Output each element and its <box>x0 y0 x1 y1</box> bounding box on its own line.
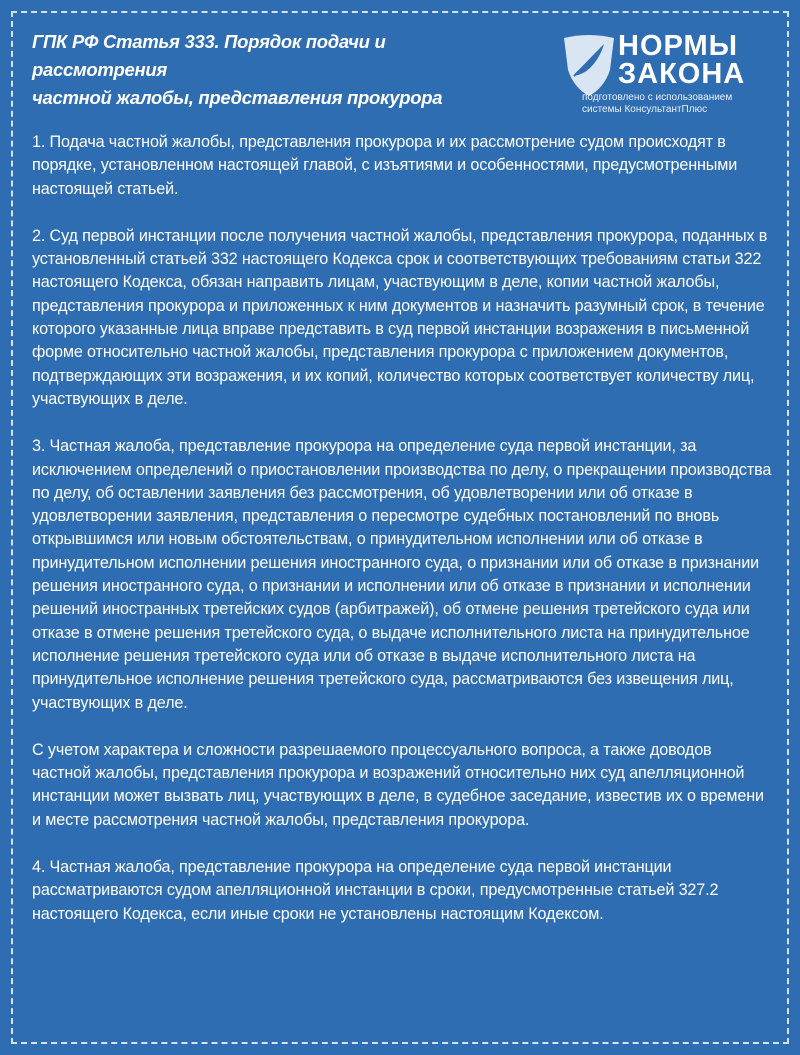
logo-subtitle-2: системы КонсультантПлюс <box>582 104 708 115</box>
logo-word-2: ЗАКОНА <box>618 58 746 90</box>
logo-subtitle-1: подготовлено с использованием <box>582 92 733 103</box>
paragraph-2: 2. Суд первой инстанции после получения частной жалобы, представления прокурора, поданных в установленный статьей 332 настоящего Кодекса срок и соответствующих требованиям статьи 322 настоящего Кодекса, обязан направить лицам, участвующим в деле, копии частной жалобы, представления прокурора и приложенных к ним документов и назначить разумный срок, в течение которого указанные лица вправе представить в суд первой инстанции возражения в письменной форме относительно частной жалобы, представления прокурора с приложением документов, подтверждающих эти возражения, и их копий, количество которых соответствует количеству лиц, участвующих в деле. <box>32 226 768 408</box>
document-header <box>32 28 522 112</box>
paragraph-3: 3. Частная жалоба, представление прокурора на определение суда первой инстанции, за исключением определений о приостановлении производства по делу, о прекращении производства по делу, об оставлении заявления без рассмотрения, об удовлетворении или об отказе в удовлетворении заявления, представления о пересмотре судебных постановлений по вновь открывшимся или новым обстоятельствам, о принудительном исполнении или об отказе в принудительном исполнении решения иностранного суда, о признании или об отказе в признании решения иностранного суда, о признании и исполнении или об отказе в признании и исполнении решений иностранных третейских судов (арбитражей), об отмене решения третейского суда или отказе в отмене решения третейского суда, о выдаче исполнительного листа на принудительное исполнение решения третейского суда или об отказе в выдаче исполнительного листа на принудительное исполнение решения третейского суда, рассматриваются без извещения лиц, участвующих в деле. <box>32 437 772 712</box>
logo-word-1: НОРМЫ <box>618 30 739 62</box>
document-title <box>32 28 522 112</box>
title-line-2: частной жалобы, представления прокурора <box>32 87 443 108</box>
normy-zakona-logo <box>556 28 772 118</box>
paragraph-3-continued: С учетом характера и сложности разрешаемого процессуального вопроса, а также доводов частной жалобы, представления прокурора и возражений относительно них суд апелляционной инстанции может вызвать лиц, участвующих в деле, в судебное заседание, известив их о времени и месте рассмотрения частной жалобы, представления прокурора. <box>32 740 764 829</box>
title-line-1: ГПК РФ Статья 333. Порядок подачи и рассмотрения <box>32 31 386 80</box>
paragraph-4: 4. Частная жалоба, представление прокурора на определение суда первой инстанции рассматриваются судом апелляционной инстанции в сроки, предусмотренные статьей 327.2 настоящего Кодекса, если иные сроки не установлены настоящим Кодексом. <box>32 858 719 923</box>
paragraph-1: 1. Подача частной жалобы, представления прокурора и их рассмотрение судом происходят в порядке, установленном настоящей главой, с изъятиями и особенностями, предусмотренными настоящей статьей. <box>32 133 738 198</box>
article-body <box>32 131 772 950</box>
shield-quill-icon <box>560 32 618 98</box>
